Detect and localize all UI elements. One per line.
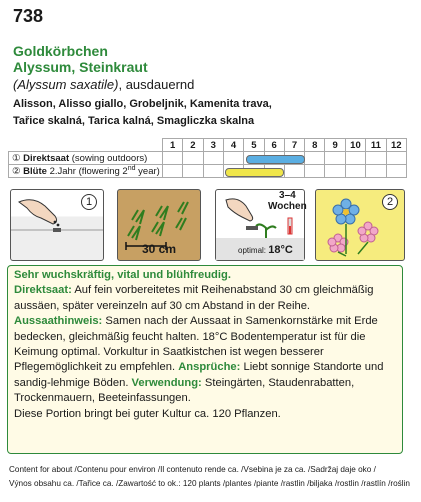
month-4: 4 — [223, 139, 243, 152]
portion-note: Diese Portion bringt bei guter Kultur ca. 120 Pflanzen. — [14, 407, 281, 420]
product-number: 738 — [13, 6, 44, 26]
row-1-label: Direktsaat — [23, 152, 70, 164]
calendar-row-sowing — [9, 152, 407, 165]
product-title: Goldkörbchen — [13, 43, 108, 59]
row-2-note-pre: 2.Jahr (flowering 2 — [49, 166, 128, 178]
ansprueche-text: Liebt sonnige Standorte und sandig-lehmige Böden. — [14, 361, 384, 389]
optimal-temperature — [238, 244, 293, 256]
product-subtitle: Alyssum, Steinkraut — [13, 59, 148, 75]
month-12: 12 — [386, 139, 406, 152]
month-11: 11 — [366, 139, 386, 152]
step-number-2: 2 — [382, 194, 398, 210]
spacing-pictogram — [117, 189, 201, 261]
footer-line2: Výnos obsahu ca. /Tařice ca. /Zawartość to ok.: 120 plants /plantes /piante /rastlin /biljaka /rostlin /rastlín /roślin — [9, 479, 410, 488]
latin-name-line — [13, 77, 194, 92]
temperature-value: 18°C — [268, 244, 293, 256]
ansprueche-label: Ansprüche: — [178, 361, 241, 374]
month-10: 10 — [345, 139, 365, 152]
month-2: 2 — [183, 139, 203, 152]
row-1-marker: ① — [12, 152, 21, 164]
common-names-line2: Tařice skalná, Tarica kalná, Smagliczka skalna — [13, 115, 255, 127]
direktsaat-label: Direktsaat: — [14, 284, 72, 297]
row-2-label: Blüte — [23, 166, 47, 178]
sowing-pictogram — [10, 189, 104, 261]
latin-suffix: , ausdauernd — [118, 77, 195, 92]
month-9: 9 — [325, 139, 345, 152]
weeks-label: Wochen — [268, 201, 307, 212]
month-1: 1 — [162, 139, 182, 152]
month-5: 5 — [244, 139, 264, 152]
common-names — [13, 96, 272, 130]
description-box — [7, 265, 403, 454]
sowing-calendar — [8, 138, 407, 178]
month-3: 3 — [203, 139, 223, 152]
month-6: 6 — [264, 139, 284, 152]
germination-time — [268, 190, 307, 212]
month-7: 7 — [284, 139, 304, 152]
footer-line1: Content for about /Contenu pour environ /Il contenuto rende ca. /Vsebina je za ca. /Sadržaj daje oko / — [9, 465, 376, 474]
germination-pictogram — [215, 189, 305, 261]
month-8: 8 — [305, 139, 325, 152]
verwendung-text: Steingärten, Staudenrabatten, Trockenmauern, Beeteinfassungen. — [14, 376, 355, 405]
row-1-note: (sowing outdoors) — [71, 152, 148, 164]
flowering-period-bar — [225, 168, 284, 177]
aussaat-label: Aussaathinweis: — [14, 315, 103, 328]
direktsaat-text: Auf fein vorbereitetes mit Reihenabstand 30 cm gleichmäßig aussäen, später vereinzeln auf 30 cm Abstand in der Reihe. — [14, 284, 374, 312]
content-footer — [9, 463, 410, 491]
row-2-note-sup: nd — [127, 165, 136, 172]
optimal-label: optimal: — [238, 246, 267, 255]
step-number-1: 1 — [81, 194, 97, 210]
row-2-marker: ② — [12, 166, 21, 178]
aussaat-paragraph — [14, 314, 396, 406]
verwendung-label: Verwendung: — [131, 376, 202, 389]
flower-pictogram — [315, 189, 405, 261]
weeks-value: 3–4 — [279, 190, 296, 201]
calendar-row-flowering — [9, 165, 407, 178]
sowing-period-bar — [246, 155, 305, 164]
row-2-note-post: year) — [135, 166, 160, 178]
row-spacing: 30 cm — [142, 242, 177, 256]
instruction-pictograms — [10, 189, 411, 261]
direktsaat-paragraph — [14, 283, 396, 314]
aussaat-text: Samen nach der Aussaat in Samenkornstärke mit Erde bedecken, gleichmäßig feucht halten. 18°C Bodentemperatur ist für die Keimung optimal. Vorkultur in Saatkistchen ist wegen besserer Pflegemöglichkeit zu empfehlen. — [14, 315, 378, 374]
description-lead: Sehr wuchskräftig, vital und blühfreudig. — [14, 269, 231, 281]
latin-name: (Alyssum saxatile) — [13, 77, 119, 92]
common-names-line1: Alisson, Alisso giallo, Grobeljnik, Kamenita trava, — [13, 98, 272, 110]
